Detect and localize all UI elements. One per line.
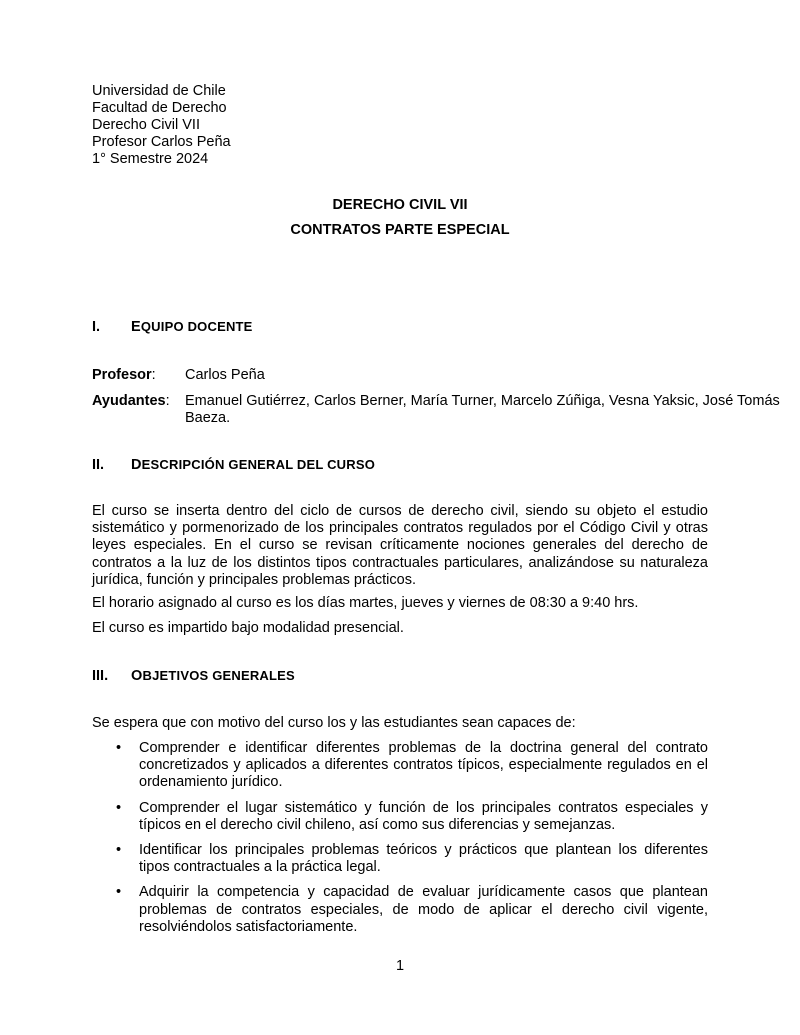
document-subtitle: CONTRATOS PARTE ESPECIAL <box>290 222 510 238</box>
list-item: • Comprender el lugar sistemático y función de los principales contratos especiales y típicos en el derecho civil chileno, así como sus diferencias y semejanzas. <box>116 799 708 833</box>
objectives-intro: Se espera que con motivo del curso los y las estudiantes sean capaces de: <box>92 715 576 731</box>
bullet-icon: • <box>116 740 122 756</box>
ayudantes-value: Emanuel Gutiérrez, Carlos Berner, María Turner, Marcelo Zúñiga, Vesna Yaksic, José Tomás Baeza. <box>185 393 780 426</box>
section-heading-equipo <box>92 319 253 335</box>
ayudantes-label: Ayudantes: <box>92 393 170 409</box>
section-number: I. <box>92 319 101 335</box>
header-line-course: Derecho Civil VII <box>92 117 200 133</box>
bullet-icon: • <box>116 799 122 816</box>
section-title: DESCRIPCIÓN GENERAL DEL CURSO <box>131 457 376 473</box>
bullet-icon: • <box>116 842 122 859</box>
section-number: III. <box>92 668 109 684</box>
list-item: • Identificar los principales problemas teóricos y prácticos que plantean los diferentes tipos contractuales a la práctica legal. <box>116 842 708 876</box>
list-item: • Comprender e identificar diferentes problemas de la doctrina general del contrato concretizados y aplicados a diferentes contratos típicos, especialmente regulados en el ordenamiento jurídico. <box>116 740 708 791</box>
page-number: 1 <box>395 958 405 974</box>
section-heading-objetivos <box>92 668 295 684</box>
institution-header <box>92 83 231 168</box>
section-heading-descripcion <box>92 457 375 473</box>
bullet-icon: • <box>116 884 122 901</box>
header-line-semester: 1° Semestre 2024 <box>92 151 209 167</box>
document-title: DERECHO CIVIL VII <box>332 197 468 213</box>
section-number: II. <box>92 457 105 473</box>
profesor-value: Carlos Peña <box>185 367 265 383</box>
objectives-list <box>92 740 708 944</box>
profesor-row <box>92 367 800 384</box>
profesor-label: Profesor: <box>92 367 156 383</box>
header-line-university: Universidad de Chile <box>92 83 226 99</box>
section-title: EQUIPO DOCENTE <box>131 319 253 335</box>
header-line-professor: Profesor Carlos Peña <box>92 134 231 150</box>
ayudantes-row <box>92 393 800 427</box>
schedule-paragraph: El horario asignado al curso es los días martes, jueves y viernes de 08:30 a 9:40 hrs. <box>92 595 639 611</box>
header-line-faculty: Facultad de Derecho <box>92 100 227 116</box>
modality-paragraph: El curso es impartido bajo modalidad presencial. <box>92 620 404 636</box>
description-paragraph: El curso se inserta dentro del ciclo de cursos de derecho civil, siendo su objeto el estudio sistemático y pormenorizado de los principales contratos regulados por el Código Civil y otras leyes especiales. En el curso se revisan críticamente nociones generales del derecho de contratos a la luz de los distintos tipos contractuales particulares, analizándose su naturaleza jurídica, función y principales problemas prácticos. <box>92 503 708 588</box>
section-title: OBJETIVOS GENERALES <box>131 668 295 684</box>
list-item: • Adquirir la competencia y capacidad de evaluar jurídicamente casos que plantean problemas de contratos especiales, de modo de aplicar el derecho civil vigente, resolviéndolos satisfactoriamente. <box>116 884 708 935</box>
